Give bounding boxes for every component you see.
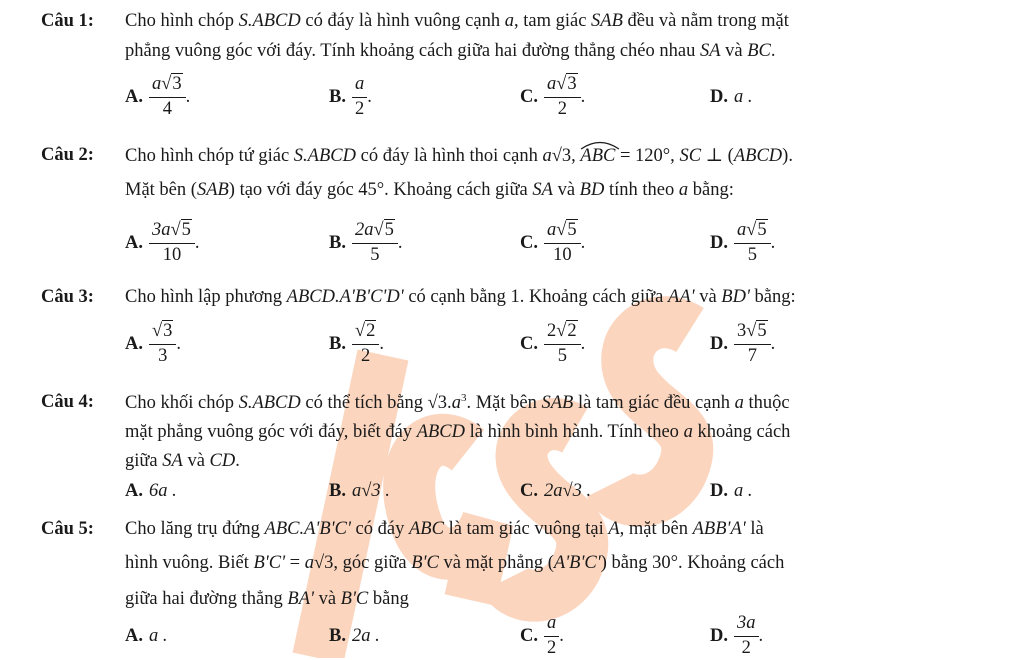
- option-letter: A.: [125, 232, 143, 253]
- option-letter: C.: [520, 86, 538, 107]
- option-letter: D.: [710, 625, 728, 646]
- option-letter: D.: [710, 333, 728, 354]
- question-label: Câu 2:: [41, 145, 94, 165]
- option-letter: B.: [329, 333, 346, 354]
- option-letter: D.: [710, 86, 728, 107]
- question-text-line: Cho khối chóp S.ABCD có thể tích bằng $√3.a^3$. Mặt bên SAB là tam giác đều cạnh a thuộc: [125, 392, 790, 414]
- option-letter: B.: [329, 86, 346, 107]
- question-text-line: giữa SA và CD.: [125, 451, 240, 471]
- question-text-line: hình vuông. Biết B'C' = a√3, góc giữa B'C và mặt phẳng (A'B'C') bằng 30°. Khoảng cách: [125, 553, 785, 573]
- option-letter: B.: [329, 480, 346, 501]
- option-b[interactable]: B. a√3 .: [329, 480, 390, 501]
- option-a[interactable]: A. a .: [125, 625, 168, 646]
- option-letter: B.: [329, 232, 346, 253]
- option-letter: B.: [329, 625, 346, 646]
- option-c[interactable]: C. $\frac{a√5}{10}$ .: [520, 220, 586, 265]
- option-a[interactable]: A. $\frac{√3}{3}$ .: [125, 321, 182, 366]
- question-text-line: Cho hình chóp tứ giác S.ABCD có đáy là hình thoi cạnh a√3, ABC = 120°, SC ⊥ (ABCD).: [125, 145, 909, 167]
- option-b[interactable]: B. $\frac{√2}{2}$ .: [329, 321, 384, 366]
- question-text-line: Cho hình lập phương ABCD.A'B'C'D' có cạnh bằng 1. Khoảng cách giữa AA' và BD' bằng:: [125, 287, 796, 307]
- option-b[interactable]: B. 2a .: [329, 625, 380, 646]
- option-letter: A.: [125, 480, 143, 501]
- question-label: Câu 3:: [41, 287, 94, 307]
- option-letter: D.: [710, 232, 728, 253]
- option-letter: C.: [520, 480, 538, 501]
- option-c[interactable]: C. $\frac{a}{2}$ .: [520, 613, 564, 658]
- option-b[interactable]: B. $\frac{2a√5}{5}$ .: [329, 220, 403, 265]
- option-d[interactable]: D. a .: [710, 480, 753, 501]
- option-a[interactable]: A. 6a .: [125, 480, 177, 501]
- question-text-line: Mặt bên (SAB) tạo với đáy góc 45°. Khoảng cách giữa SA và BD tính theo a bằng:: [125, 180, 734, 200]
- option-letter: A.: [125, 86, 143, 107]
- option-b[interactable]: B. $\frac{a}{2}$ .: [329, 74, 372, 119]
- option-c[interactable]: C. $\frac{2√2}{5}$ .: [520, 321, 586, 366]
- option-c[interactable]: C. $\frac{a√3}{2}$ .: [520, 74, 586, 119]
- question-text-line: Cho hình chóp S.ABCD có đáy là hình vuông cạnh a, tam giác SAB đều và nằm trong mặt: [125, 11, 789, 31]
- option-d[interactable]: D. $\frac{a√5}{5}$ .: [710, 220, 776, 265]
- option-d[interactable]: D. $\frac{3a}{2}$ .: [710, 613, 764, 658]
- question-label: Câu 4:: [41, 392, 94, 412]
- question-text-line: mặt phẳng vuông góc với đáy, biết đáy ABCD là hình bình hành. Tính theo a khoảng cách: [125, 422, 791, 442]
- question-text-line: Cho lăng trụ đứng ABC.A'B'C' có đáy ABC là tam giác vuông tại A, mặt bên ABB'A' là: [125, 519, 764, 539]
- question-text-line: giữa hai đường thẳng BA' và B'C bằng: [125, 589, 409, 609]
- option-letter: C.: [520, 625, 538, 646]
- option-letter: A.: [125, 333, 143, 354]
- option-letter: C.: [520, 333, 538, 354]
- option-d[interactable]: D. a .: [710, 86, 753, 107]
- option-d[interactable]: D. $\frac{3√5}{7}$ .: [710, 321, 776, 366]
- option-letter: C.: [520, 232, 538, 253]
- option-letter: D.: [710, 480, 728, 501]
- question-label: Câu 5:: [41, 519, 94, 539]
- option-a[interactable]: A. $\frac{3a√5}{10}$ .: [125, 220, 200, 265]
- option-c[interactable]: C. 2a√3 .: [520, 480, 592, 501]
- question-label: Câu 1:: [41, 11, 94, 31]
- question-text-line: phẳng vuông góc với đáy. Tính khoảng cách giữa hai đường thẳng chéo nhau SA và BC.: [125, 41, 776, 61]
- option-a[interactable]: A. $\frac{a√3}{4}$ .: [125, 74, 191, 119]
- option-letter: A.: [125, 625, 143, 646]
